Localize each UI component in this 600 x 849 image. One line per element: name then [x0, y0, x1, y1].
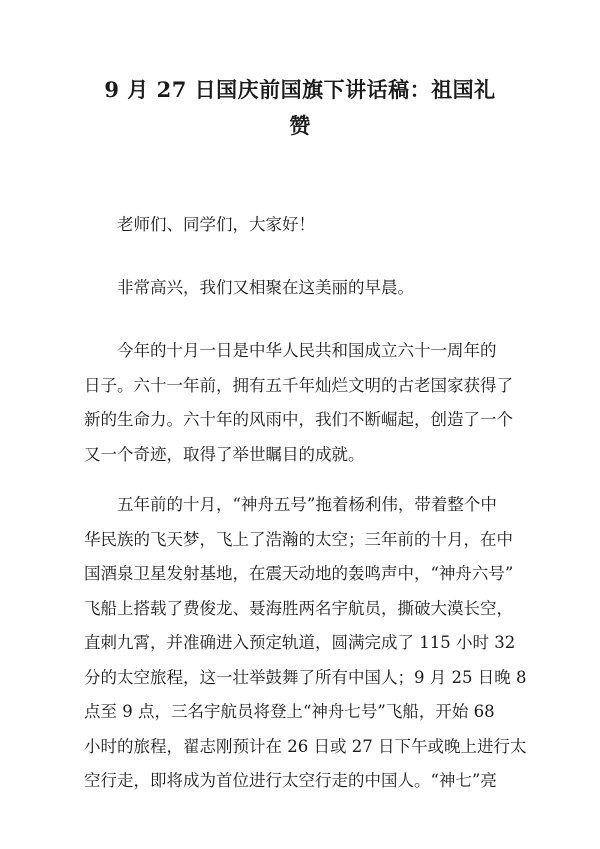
paragraph-line: 华民族的飞天梦，飞上了浩瀚的太空；三年前的十月，在中 — [84, 529, 513, 549]
title-line-2: 赞 — [289, 113, 311, 138]
document-title — [80, 72, 520, 144]
paragraph-opening: 非常高兴，我们又相聚在这美丽的早晨。 — [117, 278, 414, 297]
paragraph-line: 飞船上搭载了费俊龙、聂海胜两名宇航员，撕破大漠长空， — [84, 598, 513, 618]
paragraph-line: 日子。六十一年前，拥有五千年灿烂文明的古老国家获得了 — [84, 375, 513, 395]
paragraph-line: 分的太空旅程，这一壮举鼓舞了所有中国人；9 月 25 日晚 8 — [84, 667, 527, 687]
paragraph-line: 新的生命力。六十年的风雨中，我们不断崛起，创造了一个 — [84, 410, 513, 429]
paragraph-line: 直刺九霄，并准确进入预定轨道，圆满完成了 115 小时 32 — [84, 633, 516, 652]
paragraph-line: 今年的十月一日是中华人民共和国成立六十一周年的 — [117, 341, 497, 360]
paragraph-line: 小时的旅程，翟志刚预计在 26 日或 27 日下午或晚上进行太 — [84, 736, 527, 756]
paragraph-line: 又一个奇迹，取得了举世瞩目的成就。 — [84, 444, 365, 464]
paragraph-space-program — [84, 488, 527, 799]
paragraph-line: 空行走，即将成为首位进行太空行走的中国人。“神七”亮 — [84, 771, 497, 790]
paragraph-anniversary — [84, 334, 516, 472]
paragraph-line: 国酒泉卫星发射基地，在震天动地的轰鸣声中，“神舟六号” — [84, 564, 514, 583]
paragraph-line: 五年前的十月，“神舟五号”拖着杨利伟，带着整个中 — [117, 495, 497, 514]
title-line-1: 9 月 27 日国庆前国旗下讲话稿：祖国礼 — [104, 77, 496, 102]
paragraph-greeting: 老师们、同学们，大家好！ — [117, 215, 315, 234]
paragraph-line: 点至 9 点，三名宇航员将登上“神舟七号”飞船，开始 68 — [84, 702, 495, 721]
